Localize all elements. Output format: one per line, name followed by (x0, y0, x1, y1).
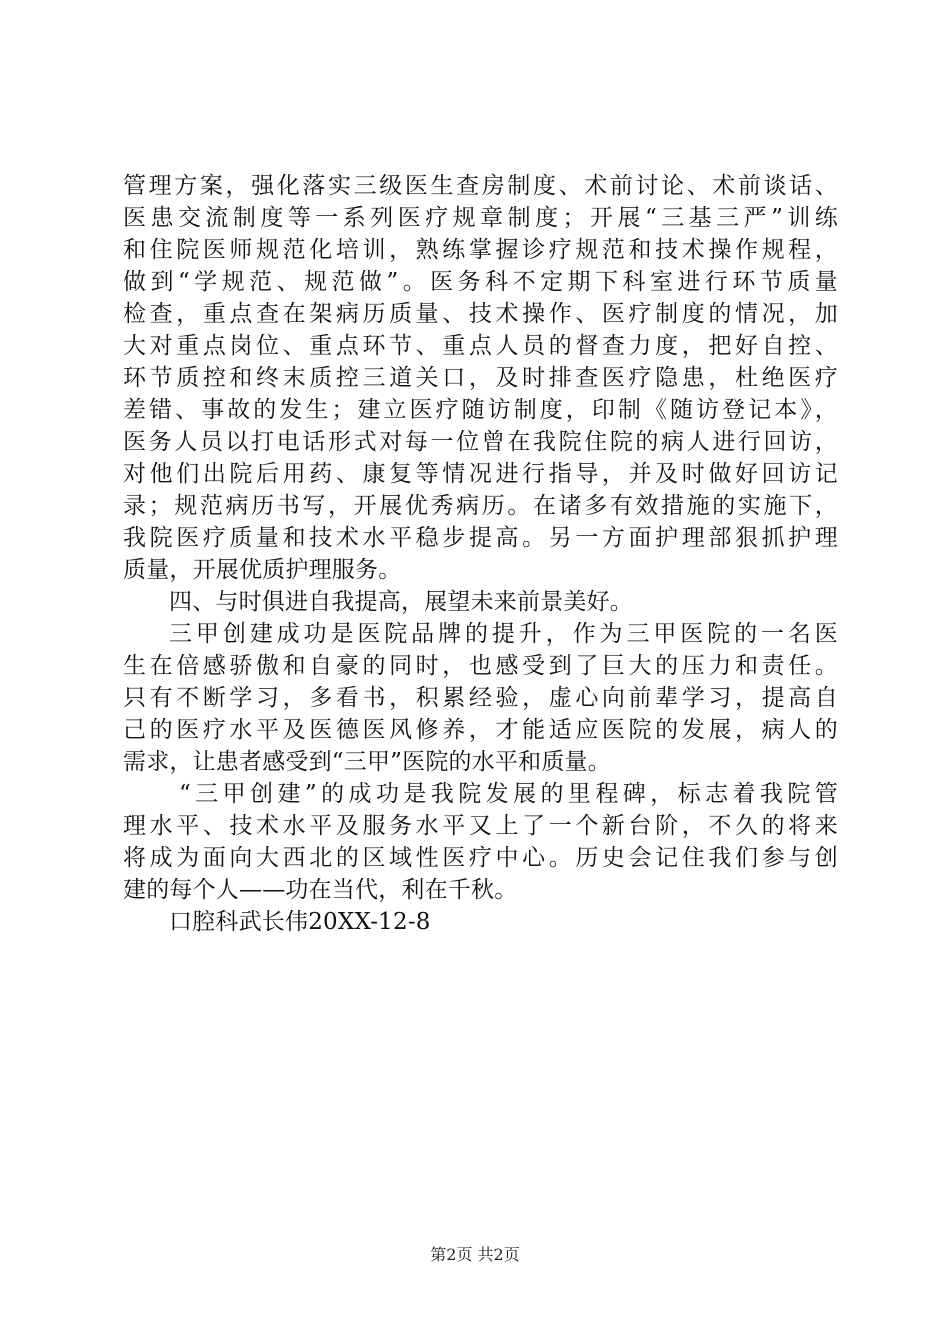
text-line: 录；规范病历书写，开展优秀病历。在诸多有效措施的实施下， (123, 493, 838, 519)
text-line: 环节质控和终末质控三道关口，及时排查医疗隐患，杜绝医疗 (123, 365, 838, 391)
text-line: 医患交流制度等一系列医疗规章制度；开展“三基三严”训练 (123, 205, 838, 231)
text-line: 大对重点岗位、重点环节、重点人员的督查力度，把好自控、 (123, 333, 838, 359)
text-line: 将成为面向大西北的区域性医疗中心。历史会记住我们参与创 (123, 845, 838, 871)
text-line: 质量，开展优质护理服务。 (123, 557, 402, 583)
page-number-footer: 第2页 共2页 (430, 1245, 520, 1264)
text-line: 己的医疗水平及医德医风修养，才能适应医院的发展，病人的 (123, 717, 838, 743)
text-line: 我院医疗质量和技术水平稳步提高。另一方面护理部狠抓护理 (123, 525, 838, 551)
text-line: 生在倍感骄傲和自豪的同时，也感受到了巨大的压力和责任。 (123, 653, 838, 679)
text-line: 对他们出院后用药、康复等情况进行指导，并及时做好回访记 (123, 461, 838, 487)
document-body (123, 170, 838, 938)
text-line: 需求，让患者感受到“三甲”医院的水平和质量。 (123, 749, 611, 775)
signature-line: 口腔科武长伟20XX-12-8 (169, 909, 431, 935)
text-line: 医务人员以打电话形式对每一位曾在我院住院的病人进行回访， (123, 429, 838, 455)
text-line: 差错、事故的发生；建立医疗随访制度，印制《随访登记本》， (123, 397, 838, 423)
text-line: 检查，重点查在架病历质量、技术操作、医疗制度的情况，加 (123, 301, 838, 327)
text-line: 三甲创建成功是医院品牌的提升，作为三甲医院的一名医 (169, 621, 838, 647)
text-line: 只有不断学习，多看书，积累经验，虚心向前辈学习，提高自 (123, 685, 838, 711)
text-line: 做到“学规范、规范做”。医务科不定期下科室进行环节质量 (123, 269, 838, 295)
text-line: 和住院医师规范化培训，熟练掌握诊疗规范和技术操作规程， (123, 237, 838, 263)
text-line: “三甲创建”的成功是我院发展的里程碑，标志着我院管 (179, 781, 838, 807)
text-line: 管理方案，强化落实三级医生查房制度、术前讨论、术前谈话、 (123, 173, 838, 199)
text-line: 理水平、技术水平及服务水平又上了一个新台阶，不久的将来 (123, 813, 838, 839)
text-line: 建的每个人——功在当代，利在千秋。 (123, 877, 518, 903)
section-heading: 四、与时俱进自我提高，展望未来前景美好。 (169, 589, 633, 615)
